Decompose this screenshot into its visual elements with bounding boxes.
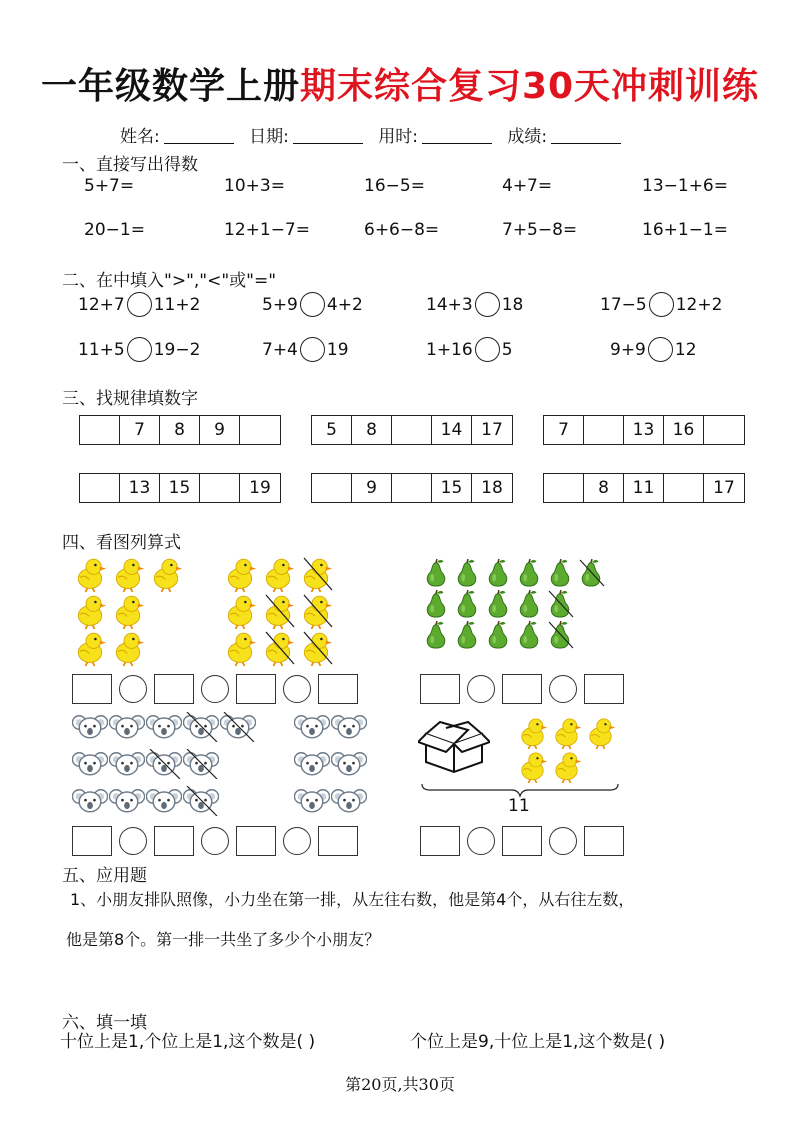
koala-crossed-icon bbox=[146, 749, 182, 779]
compare-left: 5+9 bbox=[262, 294, 298, 315]
student-info bbox=[120, 122, 631, 147]
compare-circle[interactable] bbox=[300, 292, 325, 317]
seq-cell: 16 bbox=[664, 416, 704, 444]
seq-cell: 15 bbox=[432, 474, 472, 502]
equation: 6+6−8= bbox=[364, 220, 440, 240]
compare-item bbox=[78, 292, 200, 317]
compare-left: 14+3 bbox=[426, 294, 473, 315]
seq-cell: 8 bbox=[352, 416, 392, 444]
answer-row bbox=[72, 826, 358, 856]
chick-crossed-icon bbox=[298, 630, 334, 666]
time-label: 用时: bbox=[378, 127, 419, 147]
section5-title: 五、应用题 bbox=[62, 866, 147, 886]
fill-question-2: 个位上是9,十位上是1,这个数是( ) bbox=[410, 1032, 666, 1052]
pear-icon bbox=[515, 589, 543, 619]
pear-icon bbox=[484, 589, 512, 619]
seq-cell: 9 bbox=[352, 474, 392, 502]
compare-right: 11+2 bbox=[153, 294, 201, 315]
seq-cell[interactable] bbox=[240, 416, 280, 444]
chick-icon bbox=[148, 556, 184, 592]
seq-cell: 14 bbox=[432, 416, 472, 444]
compare-item bbox=[262, 337, 349, 362]
date-label: 日期: bbox=[249, 127, 289, 147]
koala-icon bbox=[109, 786, 145, 816]
seq-cell: 17 bbox=[713, 478, 735, 498]
pear-icon bbox=[515, 620, 543, 650]
seq-cell[interactable] bbox=[80, 416, 120, 444]
equation: 7+5−8= bbox=[502, 220, 578, 240]
chick-icon bbox=[516, 750, 549, 783]
title-red: 期末综合复习30天冲刺训练 bbox=[299, 66, 760, 107]
chick-icon bbox=[550, 716, 583, 749]
score-blank[interactable] bbox=[551, 128, 621, 144]
title-black: 一年级数学上册 bbox=[40, 66, 300, 107]
operator-circle[interactable] bbox=[283, 675, 311, 703]
answer-row bbox=[420, 826, 624, 856]
seq-cell: 13 bbox=[624, 416, 664, 444]
answer-box[interactable] bbox=[154, 674, 194, 704]
koala-icon bbox=[294, 749, 330, 779]
answer-box[interactable] bbox=[318, 826, 358, 856]
chick-icon bbox=[72, 593, 108, 629]
answer-box[interactable] bbox=[72, 674, 112, 704]
seq-cell: 13 bbox=[120, 474, 160, 502]
seq-cell[interactable] bbox=[312, 474, 352, 502]
operator-circle[interactable] bbox=[201, 675, 229, 703]
seq-cell: 19 bbox=[249, 478, 271, 498]
compare-left: 12+7 bbox=[78, 294, 125, 315]
koala-icon bbox=[294, 786, 330, 816]
compare-item bbox=[426, 337, 513, 362]
empty-slot bbox=[148, 593, 186, 630]
compare-circle[interactable] bbox=[127, 337, 152, 362]
name-blank[interactable] bbox=[164, 128, 234, 144]
seq-cell: 11 bbox=[624, 474, 664, 502]
chick-icon bbox=[516, 716, 549, 749]
equation: 5+7= bbox=[84, 176, 135, 196]
koala-crossed-icon bbox=[183, 749, 219, 779]
chick-crossed-icon bbox=[298, 593, 334, 629]
compare-item bbox=[262, 292, 363, 317]
operator-circle[interactable] bbox=[467, 827, 495, 855]
section4-title: 四、看图列算式 bbox=[62, 533, 181, 553]
answer-box[interactable] bbox=[420, 674, 460, 704]
pear-crossed-icon bbox=[546, 589, 574, 619]
answer-box[interactable] bbox=[154, 826, 194, 856]
koala-group bbox=[72, 712, 257, 823]
equation: 12+1−7= bbox=[224, 220, 310, 240]
compare-right: 12+2 bbox=[675, 294, 723, 315]
compare-right: 4+2 bbox=[326, 294, 363, 315]
seq-cell[interactable] bbox=[392, 416, 432, 444]
compare-left: 9+9 bbox=[610, 339, 646, 360]
koala-crossed-icon bbox=[183, 786, 219, 816]
chick-icon bbox=[550, 750, 583, 783]
koala-icon bbox=[72, 786, 108, 816]
seq-cell: 18 bbox=[481, 478, 503, 498]
seq-cell[interactable] bbox=[200, 474, 240, 502]
compare-left: 11+5 bbox=[78, 339, 125, 360]
compare-right: 19 bbox=[326, 339, 349, 360]
pear-icon bbox=[453, 620, 481, 650]
name-label: 姓名: bbox=[120, 127, 160, 147]
answer-box[interactable] bbox=[584, 674, 624, 704]
equation: 13−1+6= bbox=[642, 176, 728, 196]
chick-icon bbox=[260, 556, 296, 592]
koala-icon bbox=[109, 712, 145, 742]
seq-cell[interactable] bbox=[544, 474, 584, 502]
equation: 4+7= bbox=[502, 176, 553, 196]
chick-icon bbox=[584, 716, 617, 749]
answer-row bbox=[72, 674, 358, 704]
chick-crossed-icon bbox=[260, 630, 296, 666]
compare-circle[interactable] bbox=[300, 337, 325, 362]
fill-question-1: 十位上是1,个位上是1,这个数是( ) bbox=[60, 1032, 316, 1052]
operator-circle[interactable] bbox=[201, 827, 229, 855]
compare-circle[interactable] bbox=[127, 292, 152, 317]
chick-icon bbox=[72, 630, 108, 666]
equation: 16+1−1= bbox=[642, 220, 728, 240]
answer-box[interactable] bbox=[502, 826, 542, 856]
pear-crossed-icon bbox=[577, 558, 605, 588]
compare-left: 1+16 bbox=[426, 339, 473, 360]
compare-circle[interactable] bbox=[649, 292, 674, 317]
koala-icon bbox=[331, 786, 367, 816]
compare-right: 5 bbox=[501, 339, 513, 360]
sequence-boxes bbox=[311, 473, 513, 503]
seq-cell[interactable] bbox=[664, 474, 704, 502]
koala-icon bbox=[72, 749, 108, 779]
operator-circle[interactable] bbox=[119, 675, 147, 703]
chick-icon bbox=[222, 556, 258, 592]
compare-right: 18 bbox=[501, 294, 524, 315]
pear-icon bbox=[546, 558, 574, 588]
koala-group-small bbox=[294, 712, 368, 823]
answer-box[interactable] bbox=[236, 674, 276, 704]
compare-item bbox=[426, 292, 523, 317]
sequence-boxes bbox=[543, 473, 745, 503]
answer-row bbox=[420, 674, 624, 704]
chick-icon bbox=[72, 556, 108, 592]
operator-circle[interactable] bbox=[119, 827, 147, 855]
total-label: 11 bbox=[508, 796, 530, 816]
sequence-boxes bbox=[543, 415, 745, 445]
pear-group bbox=[422, 558, 608, 651]
chick-icon bbox=[222, 630, 258, 666]
compare-left: 17−5 bbox=[600, 294, 647, 315]
pear-crossed-icon bbox=[546, 620, 574, 650]
koala-crossed-icon bbox=[220, 712, 256, 742]
empty-slot bbox=[220, 749, 257, 786]
word-problem-line2: 他是第8个。第一排一共坐了多少个小朋友？ bbox=[66, 930, 381, 949]
pear-icon bbox=[422, 558, 450, 588]
compare-item bbox=[78, 337, 200, 362]
operator-circle[interactable] bbox=[549, 675, 577, 703]
seq-cell: 8 bbox=[160, 416, 200, 444]
chick-icon bbox=[110, 593, 146, 629]
answer-box[interactable] bbox=[502, 674, 542, 704]
compare-right: 19−2 bbox=[153, 339, 201, 360]
seq-cell[interactable] bbox=[584, 416, 624, 444]
compare-item bbox=[610, 337, 697, 362]
seq-cell[interactable] bbox=[704, 416, 744, 444]
pear-icon bbox=[484, 620, 512, 650]
seq-cell[interactable] bbox=[80, 474, 120, 502]
compare-circle[interactable] bbox=[648, 337, 673, 362]
chick-icon bbox=[222, 593, 258, 629]
koala-icon bbox=[331, 749, 367, 779]
answer-box[interactable] bbox=[420, 826, 460, 856]
equation: 10+3= bbox=[224, 176, 285, 196]
seq-cell: 15 bbox=[160, 474, 200, 502]
answer-box[interactable] bbox=[236, 826, 276, 856]
equation: 16−5= bbox=[364, 176, 425, 196]
compare-item bbox=[600, 292, 722, 317]
pear-icon bbox=[453, 558, 481, 588]
empty-slot bbox=[577, 589, 608, 620]
compare-circle[interactable] bbox=[475, 292, 500, 317]
compare-circle[interactable] bbox=[475, 337, 500, 362]
compare-right: 12 bbox=[674, 339, 697, 360]
chick-group-box bbox=[516, 716, 618, 784]
answer-box[interactable] bbox=[318, 674, 358, 704]
page-footer: 第20页,共30页 bbox=[345, 1075, 455, 1094]
koala-icon bbox=[109, 749, 145, 779]
koala-icon bbox=[146, 786, 182, 816]
page-title bbox=[0, 58, 800, 109]
date-blank[interactable] bbox=[293, 128, 363, 144]
seq-cell[interactable] bbox=[392, 474, 432, 502]
koala-icon bbox=[72, 712, 108, 742]
operator-circle[interactable] bbox=[467, 675, 495, 703]
seq-cell: 8 bbox=[584, 474, 624, 502]
koala-icon bbox=[146, 712, 182, 742]
chick-crossed-icon bbox=[260, 593, 296, 629]
chick-icon bbox=[110, 630, 146, 666]
pear-icon bbox=[422, 589, 450, 619]
compare-left: 7+4 bbox=[262, 339, 298, 360]
pear-icon bbox=[453, 589, 481, 619]
score-label: 成绩: bbox=[507, 127, 548, 147]
operator-circle[interactable] bbox=[283, 827, 311, 855]
sequence-boxes bbox=[311, 415, 513, 445]
sequence-boxes bbox=[79, 415, 281, 445]
answer-box[interactable] bbox=[584, 826, 624, 856]
pear-icon bbox=[422, 620, 450, 650]
section3-title: 三、找规律填数字 bbox=[62, 389, 198, 409]
seq-cell: 7 bbox=[544, 416, 584, 444]
koala-icon bbox=[294, 712, 330, 742]
koala-crossed-icon bbox=[183, 712, 219, 742]
seq-cell: 5 bbox=[312, 416, 352, 444]
answer-box[interactable] bbox=[72, 826, 112, 856]
section2-title: 二、在中填入">","<"或"=" bbox=[62, 271, 277, 291]
seq-cell: 17 bbox=[481, 420, 503, 440]
seq-cell: 9 bbox=[200, 416, 240, 444]
equation: 20−1= bbox=[84, 220, 145, 240]
koala-icon bbox=[331, 712, 367, 742]
pear-icon bbox=[515, 558, 543, 588]
word-problem-line1: 1、小朋友排队照像，小力坐在第一排，从左往右数，他是第4个，从右往左数， bbox=[70, 890, 635, 909]
chick-icon bbox=[110, 556, 146, 592]
chick-group-crossed bbox=[222, 556, 336, 667]
box-icon bbox=[418, 712, 490, 776]
seq-cell: 7 bbox=[120, 416, 160, 444]
section1-title: 一、直接写出得数 bbox=[62, 155, 198, 175]
section6-title: 六、填一填 bbox=[62, 1013, 147, 1033]
time-blank[interactable] bbox=[422, 128, 492, 144]
chick-crossed-icon bbox=[298, 556, 334, 592]
sequence-boxes bbox=[79, 473, 281, 503]
operator-circle[interactable] bbox=[549, 827, 577, 855]
pear-icon bbox=[484, 558, 512, 588]
chick-group bbox=[72, 556, 186, 667]
